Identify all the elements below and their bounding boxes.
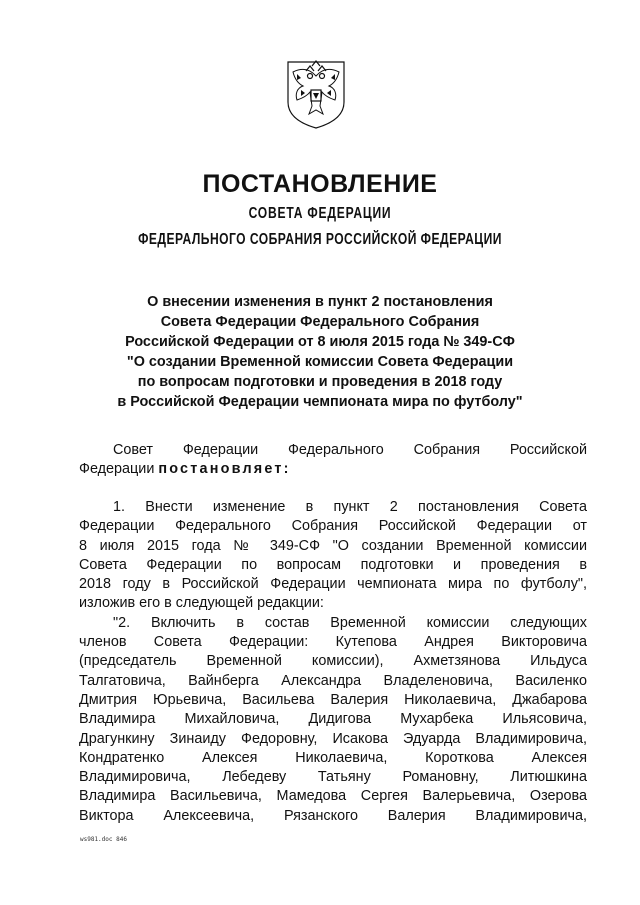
body-line: Драгункину Зинаиду Федоровну, Исакова Эдуарда Владимировича, bbox=[79, 730, 587, 747]
body-line: "2. Включить в состав Временной комиссии следующих bbox=[113, 614, 587, 631]
body-line: Кондратенко Алексея Николаевича, Короткова Алексея bbox=[79, 749, 587, 766]
document-subtitle-assembly: ФЕДЕРАЛЬНОГО СОБРАНИЯ РОССИЙСКОЙ ФЕДЕРАЦИИ bbox=[138, 231, 502, 248]
subject-line: Российской Федерации от 8 июля 2015 года № 349-СФ bbox=[125, 334, 515, 350]
body-line: (председатель Временной комиссии), Ахметзянова Ильдуса bbox=[79, 653, 587, 670]
body-paragraphs bbox=[79, 498, 587, 826]
body-line: изложив его в следующей редакции: bbox=[79, 595, 324, 612]
body-line: 1. Внести изменение в пункт 2 постановления Совета bbox=[113, 499, 587, 515]
subject-line: О внесении изменения в пункт 2 постановления bbox=[147, 294, 493, 310]
subject-line: в Российской Федерации чемпионата мира по футболу" bbox=[117, 394, 523, 410]
preamble-paragraph bbox=[79, 441, 587, 480]
body-line: Талгатовича, Вайнберга Александра Владеленовича, Василенко bbox=[79, 672, 587, 689]
body-line: Владимира Васильевича, Мамедова Сергея Валерьевича, Озерова bbox=[79, 788, 587, 805]
body-line: членов Совета Федерации: Кутепова Андрея Викторовича bbox=[79, 634, 587, 651]
document-subtitle-council: СОВЕТА ФЕДЕРАЦИИ bbox=[248, 205, 392, 222]
preamble-line: Совет Федерации Федерального Собрания Российской bbox=[113, 442, 587, 458]
body-line: Федерации Федерального Собрания Российской Федерации от bbox=[79, 518, 587, 535]
subject-line: по вопросам подготовки и проведения в 2018 году bbox=[137, 374, 503, 390]
body-line: Дмитрия Юрьевича, Васильева Валерия Николаевича, Джабарова bbox=[79, 691, 587, 708]
body-line: Владимира Михайловича, Дидигова Мухарбека Ильясовича, bbox=[79, 711, 587, 728]
body-line: Совета Федерации по вопросам подготовки и проведения в bbox=[79, 556, 587, 573]
subject-line: Совета Федерации Федерального Собрания bbox=[160, 314, 480, 330]
subject-line: "О создании Временной комиссии Совета Федерации bbox=[126, 354, 514, 370]
resolves-keyword: постановляет: bbox=[158, 461, 291, 478]
document-title: ПОСТАНОВЛЕНИЕ bbox=[202, 170, 438, 198]
preamble-text: Федерации bbox=[79, 461, 155, 478]
russian-coat-of-arms-icon bbox=[283, 56, 349, 130]
body-line: 8 июля 2015 года № 349-СФ "О создании Временной комиссии bbox=[79, 537, 587, 554]
resolution-subject bbox=[60, 292, 580, 412]
body-line: 2018 году в Российской Федерации чемпионата мира по футболу", bbox=[79, 576, 587, 593]
body-line: Владимировича, Лебедеву Татьяну Романовну, Литюшкина bbox=[79, 769, 587, 786]
file-reference: ws981.doc 846 bbox=[80, 836, 127, 843]
preamble-line bbox=[79, 460, 587, 479]
body-line: Виктора Алексеевича, Рязанского Валерия Владимировича, bbox=[79, 807, 587, 824]
